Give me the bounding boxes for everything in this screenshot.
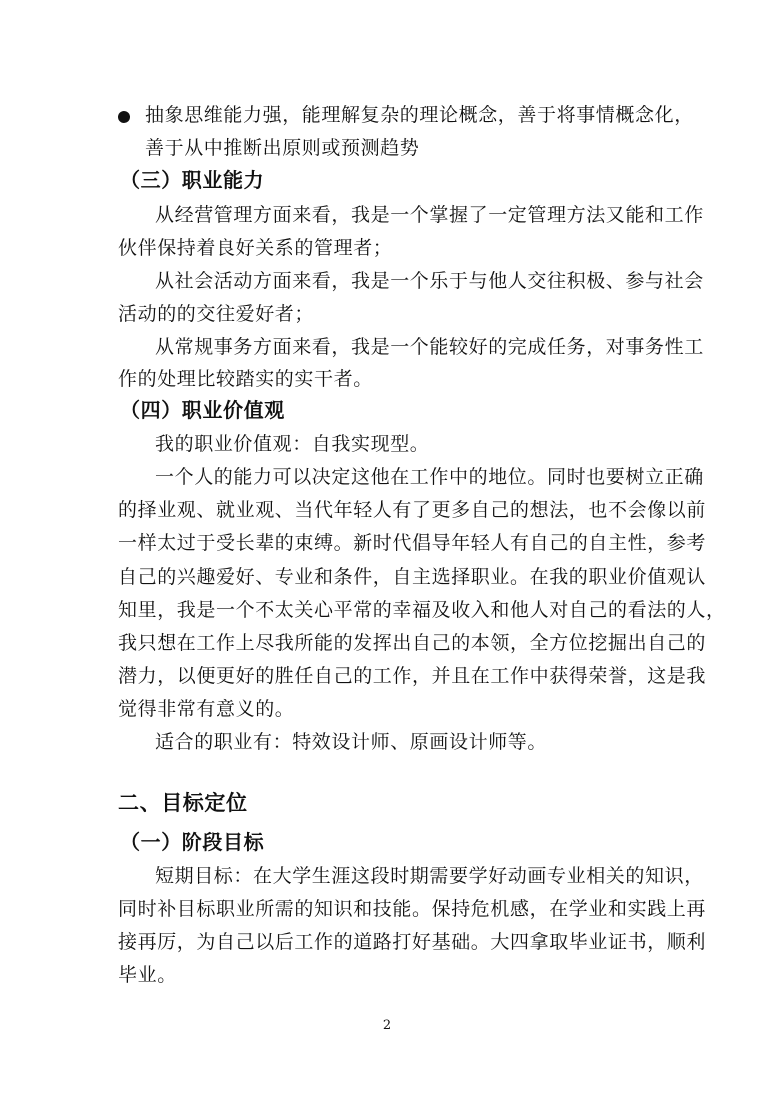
paragraph-line: 短期目标：在大学生涯这段时期需要学好动画专业相关的知识， xyxy=(155,865,704,887)
paragraph-line: 从常规事务方面来看，我是一个能较好的完成任务，对事务性工 xyxy=(155,336,704,358)
paragraph-line: 作的处理比较踏实的实干者。 xyxy=(118,368,373,390)
paragraph-line: 我的职业价值观：自我实现型。 xyxy=(155,433,430,455)
paragraph-line: 我只想在工作上尽我所能的发挥出自己的本领，全方位挖掘出自己的 xyxy=(118,632,707,654)
paragraph-line: 知里，我是一个不太关心平常的幸福及收入和他人对自己的看法的人， xyxy=(118,599,726,621)
paragraph-line: 一个人的能力可以决定这他在工作中的地位。同时也要树立正确 xyxy=(155,466,704,488)
paragraph-line: 潜力，以便更好的胜任自己的工作，并且在工作中获得荣誉，这是我 xyxy=(118,665,707,687)
section-heading-career-values: （四）职业价值观 xyxy=(120,398,285,422)
bullet-text-line-1: 抽象思维能力强，能理解复杂的理论概念，善于将事情概念化， xyxy=(145,104,694,126)
paragraph-line: 的择业观、就业观、当代年轻人有了更多自己的想法，也不会像以前 xyxy=(118,499,707,521)
paragraph-line: 毕业。 xyxy=(118,964,177,986)
chapter-title-goal-positioning: 二、目标定位 xyxy=(118,791,248,815)
paragraph-line: 活动的的交往爱好者； xyxy=(118,303,315,325)
paragraph-line: 一样太过于受长辈的束缚。新时代倡导年轻人有自己的自主性，参考 xyxy=(118,532,707,554)
bullet-text-line-2: 善于从中推断出原则或预测趋势 xyxy=(145,137,420,159)
paragraph-line: 接再厉，为自己以后工作的道路打好基础。大四拿取毕业证书，顺利 xyxy=(118,931,707,953)
section-heading-career-ability: （三）职业能力 xyxy=(120,168,265,192)
paragraph-line: 适合的职业有：特效设计师、原画设计师等。 xyxy=(155,731,548,753)
paragraph-line: 从社会活动方面来看，我是一个乐于与他人交往积极、参与社会 xyxy=(155,270,704,292)
paragraph-line: 伙伴保持着良好关系的管理者； xyxy=(118,237,393,259)
paragraph-line: 觉得非常有意义的。 xyxy=(118,698,295,720)
paragraph-line: 自己的兴趣爱好、专业和条件，自主选择职业。在我的职业价值观认 xyxy=(118,566,707,588)
paragraph-line: 同时补目标职业所需的知识和技能。保持危机感，在学业和实践上再 xyxy=(118,898,707,920)
page-number: 2 xyxy=(382,1018,392,1033)
bullet-icon xyxy=(118,111,130,123)
paragraph-line: 从经营管理方面来看，我是一个掌握了一定管理方法又能和工作 xyxy=(155,204,704,226)
section-heading-stage-goals: （一）阶段目标 xyxy=(120,830,265,854)
